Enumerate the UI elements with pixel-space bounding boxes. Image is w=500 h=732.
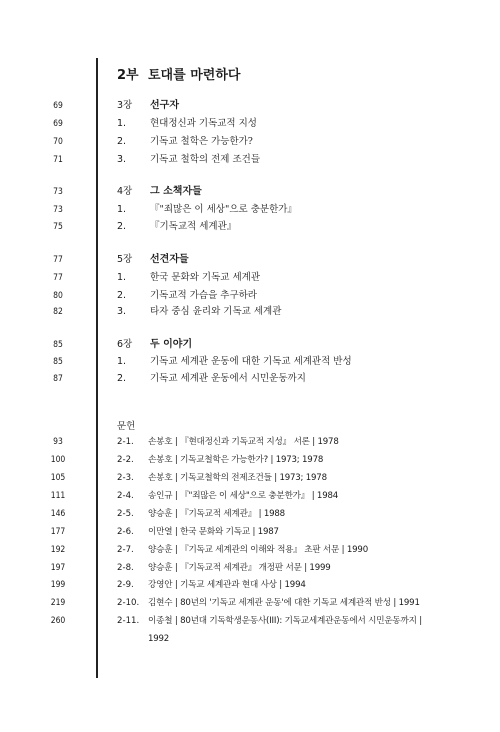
reference-continuation: [0, 631, 500, 647]
reference-number: 2-8.: [117, 563, 134, 573]
page-number: 80: [53, 291, 63, 301]
page-number: 100: [50, 455, 66, 465]
references-heading: 문헌: [117, 421, 136, 432]
reference-item: [0, 488, 500, 504]
toc-item: [0, 354, 500, 370]
reference-text: 손봉호 | 『현대정신과 기독교적 지성』 서론 | 1978: [148, 437, 339, 447]
part-heading: [0, 64, 500, 82]
reference-text: 이만열 | 한국 문화와 기독교 | 1987: [148, 527, 279, 537]
reference-number: 2-5.: [117, 509, 134, 519]
reference-item: [0, 595, 500, 611]
item-title: 기독교 철학은 가능한가?: [150, 136, 253, 147]
page-number: 219: [50, 598, 66, 608]
page-number: 85: [53, 340, 63, 350]
toc-item: [0, 202, 500, 218]
toc-chapter: [0, 252, 500, 268]
reference-number: 2-1.: [117, 437, 134, 447]
reference-text: 양승훈 | 『기독교적 세계관』 개정판 서문 | 1999: [148, 563, 331, 573]
page-number: 105: [50, 473, 66, 483]
item-title: 기독교 철학의 전제 조건들: [150, 154, 261, 165]
page-number: 87: [53, 374, 63, 384]
reference-number: 2-10.: [117, 598, 140, 608]
item-number: 1.: [117, 356, 127, 367]
reference-item: [0, 560, 500, 576]
reference-item: [0, 506, 500, 522]
reference-text: 손봉호 | 기독교철학의 전제조건들 | 1973; 1978: [148, 473, 327, 483]
reference-number: 2-2.: [117, 455, 134, 465]
reference-text: 손봉호 | 기독교철학은 가능한가? | 1973; 1978: [148, 455, 324, 465]
reference-text-continued: 1992: [148, 634, 170, 644]
page-number: 260: [50, 616, 66, 626]
chapter-number: 3장: [117, 100, 133, 111]
item-number: 1.: [117, 118, 127, 129]
toc-item: [0, 304, 500, 320]
item-title: 기독교적 가슴을 추구하라: [150, 290, 257, 301]
toc-item: [0, 288, 500, 304]
toc-item: [0, 134, 500, 150]
item-number: 3.: [117, 154, 127, 165]
toc-item: [0, 152, 500, 168]
toc-chapter: [0, 184, 500, 200]
item-number: 2.: [117, 373, 127, 384]
page-number: 93: [53, 437, 63, 447]
item-title: 한국 문화와 기독교 세계관: [150, 272, 261, 283]
reference-item: [0, 613, 500, 629]
reference-item: [0, 434, 500, 450]
toc-chapter: [0, 337, 500, 353]
page-number: 77: [53, 273, 63, 283]
page-number: 82: [53, 307, 63, 317]
page-number: 77: [53, 255, 63, 265]
page-number: 73: [53, 205, 63, 215]
item-number: 3.: [117, 306, 127, 317]
page-number: 75: [53, 222, 63, 232]
page-number: 197: [50, 563, 66, 573]
reference-text: 송인규 | 『"죄많은 이 세상"으로 충분한가』 | 1984: [148, 491, 339, 501]
reference-number: 2-6.: [117, 527, 134, 537]
chapter-title: 두 이야기: [150, 339, 193, 350]
part-number: 2부: [117, 68, 139, 83]
page-number: 71: [53, 155, 63, 165]
reference-item: [0, 524, 500, 540]
reference-item: [0, 542, 500, 558]
item-title: 기독교 세계관 운동에서 시민운동까지: [150, 373, 306, 384]
page-number: 70: [53, 137, 63, 147]
reference-number: 2-4.: [117, 491, 134, 501]
reference-number: 2-11.: [117, 616, 140, 626]
chapter-title: 그 소책자들: [150, 186, 202, 197]
toc-item: [0, 371, 500, 387]
page-number: 85: [53, 357, 63, 367]
item-title: 『기독교적 세계관』: [150, 221, 237, 232]
reference-item: [0, 577, 500, 593]
page-number: 192: [50, 545, 66, 555]
page-number: 146: [50, 509, 66, 519]
toc-item: [0, 270, 500, 286]
reference-text: 양승훈 | 『기독교 세계관의 이해와 적용』 초판 서문 | 1990: [148, 545, 368, 555]
chapter-number: 6장: [117, 339, 133, 350]
reference-text: 양승훈 | 『기독교적 세계관』 | 1988: [148, 509, 285, 519]
page-number: 111: [50, 491, 66, 501]
reference-text: 강영안 | 기독교 세계관과 현대 사상 | 1994: [148, 580, 306, 590]
page-number: 73: [53, 187, 63, 197]
toc-chapter: [0, 98, 500, 114]
reference-item: [0, 470, 500, 486]
item-number: 2.: [117, 290, 127, 301]
toc-item: [0, 116, 500, 132]
page-number: 199: [50, 580, 66, 590]
item-number: 1.: [117, 272, 127, 283]
part-title: 토대를 마련하다: [148, 68, 241, 83]
item-title: 타자 중심 윤리와 기독교 세계관: [150, 306, 282, 317]
chapter-number: 4장: [117, 186, 133, 197]
item-number: 2.: [117, 136, 127, 147]
chapter-title: 선견자들: [150, 254, 189, 265]
page-number: 177: [50, 527, 66, 537]
page-number: 69: [53, 119, 63, 129]
page-number: 69: [53, 101, 63, 111]
toc-item: [0, 219, 500, 235]
item-number: 1.: [117, 204, 127, 215]
item-title: 『"죄많은 이 세상"으로 충분한가』: [150, 204, 297, 215]
reference-item: [0, 452, 500, 468]
item-title: 현대정신과 기독교적 지성: [150, 118, 257, 129]
chapter-title: 선구자: [150, 100, 179, 111]
item-number: 2.: [117, 221, 127, 232]
reference-number: 2-3.: [117, 473, 134, 483]
reference-number: 2-7.: [117, 545, 134, 555]
reference-text: 이종철 | 80년대 기독학생운동사(III): 기독교세계관운동에서 시민운동까지 |: [148, 616, 422, 626]
reference-text: 김현수 | 80년의 '기독교 세계관 운동'에 대한 기독교 세계관적 반성 | 1991: [148, 598, 420, 608]
item-title: 기독교 세계관 운동에 대한 기독교 세계관적 반성: [150, 356, 352, 367]
reference-number: 2-9.: [117, 580, 134, 590]
chapter-number: 5장: [117, 254, 133, 265]
